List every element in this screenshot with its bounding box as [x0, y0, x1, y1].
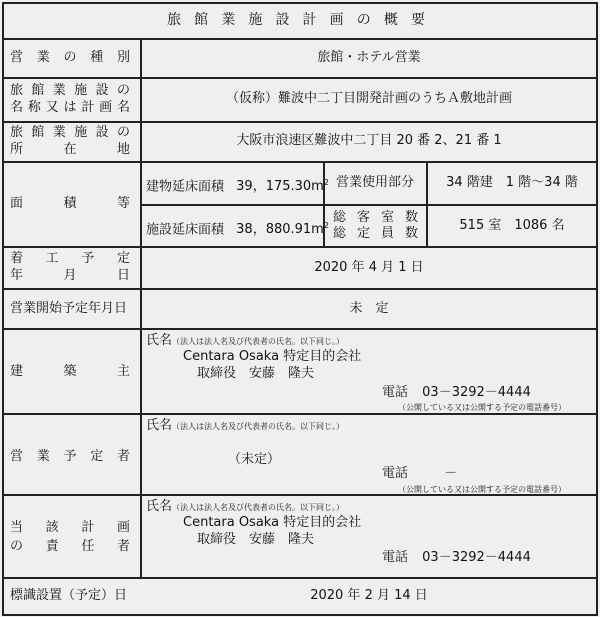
responsible-name-line [146, 499, 344, 515]
operator-name: （未定） [228, 452, 281, 467]
area-label: 面 積 等 [10, 196, 130, 211]
facility-name-label-line1: 旅 館 業 施 設 の [10, 83, 130, 98]
rooms-value: 515 室 1086 名 [459, 218, 565, 233]
border-line [2, 2, 598, 4]
building-floor-value: 39，175.30m [236, 179, 324, 195]
border-line [596, 2, 598, 616]
business-start-label: 営業開始予定年月日 [10, 301, 128, 316]
builder-phone [382, 385, 531, 401]
responsible-company: Centara Osaka 特定目的会社 [183, 515, 362, 530]
facility-floor-area [146, 218, 329, 238]
builder-phone-note: （公開している又は公開する予定の電話番号） [398, 403, 566, 412]
name-label: 氏名 [146, 333, 173, 348]
rooms-label-line1: 総 客 室 数 [333, 210, 418, 225]
sign-date-label: 標識設置（予定）日 [10, 588, 128, 603]
facility-name-value: （仮称）難波中二丁目開発計画のうちＡ敷地計画 [225, 91, 512, 106]
responsible-label-line1: 当 該 計 画 [10, 520, 130, 535]
phone-label: 電話 [382, 385, 409, 400]
location-label-line1: 旅 館 業 施 設 の [10, 125, 130, 140]
builder-representative: 取締役 安藤 隆夫 [197, 366, 315, 381]
building-floor-label: 建物延床面積 [146, 179, 225, 195]
phone-number: 03－3292－4444 [422, 550, 531, 565]
responsible-representative: 取締役 安藤 隆夫 [197, 532, 315, 547]
operator-phone-note: （公開している又は公開する予定の電話番号） [398, 485, 566, 494]
phone-label: 電話 [382, 466, 409, 481]
operator-label: 営 業 予 定 者 [10, 449, 130, 464]
page-title: 旅 館 業 施 設 計 画 の 概 要 [167, 12, 425, 28]
construction-start-value: 2020 年 4 月 1 日 [314, 260, 424, 275]
construction-start-label-line2: 年 月 日 [10, 268, 130, 283]
building-floor-area [146, 175, 329, 195]
name-label: 氏名 [146, 418, 173, 433]
border-line [2, 577, 598, 579]
business-type-label: 営 業 の 種 別 [10, 50, 130, 65]
border-line [2, 246, 598, 248]
usage-label: 営業使用部分 [335, 175, 414, 190]
border-line [2, 614, 598, 616]
border-line [2, 161, 598, 163]
name-note: （法人は法人名及び代表者の氏名。以下同じ。） [172, 503, 345, 512]
builder-company: Centara Osaka 特定目的会社 [183, 349, 362, 364]
name-note: （法人は法人名及び代表者の氏名。以下同じ。） [172, 422, 345, 431]
business-type-value: 旅館・ホテル営業 [317, 50, 421, 65]
name-label: 氏名 [146, 499, 173, 514]
construction-start-label-line1: 着 工 予 定 [10, 251, 130, 266]
responsible-phone [382, 550, 531, 566]
sign-date-value: 2020 年 2 月 14 日 [310, 588, 428, 603]
business-start-value: 未 定 [349, 301, 389, 316]
border-line [2, 38, 598, 40]
border-line [2, 288, 598, 290]
operator-phone [382, 466, 457, 482]
operator-name-line [146, 418, 344, 434]
phone-number: 03－3292－4444 [422, 385, 531, 400]
phone-label: 電話 [382, 550, 409, 565]
builder-label: 建 築 主 [10, 364, 130, 379]
facility-floor-label: 施設延床面積 [146, 222, 225, 238]
responsible-label-line2: の 責 任 者 [10, 539, 130, 554]
border-line [2, 77, 598, 79]
border-line [2, 328, 598, 330]
builder-name-line [146, 333, 344, 349]
location-value: 大阪市浪速区難波中二丁目 20 番 2、21 番 1 [236, 133, 502, 148]
unit-superscript: 2 [323, 221, 329, 230]
border-line [140, 204, 598, 206]
name-note: （法人は法人名及び代表者の氏名。以下同じ。） [172, 337, 345, 346]
border-line [2, 2, 4, 616]
rooms-label-line2: 総 定 員 数 [333, 226, 418, 241]
usage-value: 34 階建 1 階～34 階 [446, 175, 578, 190]
border-line [2, 413, 598, 415]
facility-floor-value: 38，880.91m [236, 222, 324, 238]
phone-number: － [444, 466, 458, 481]
facility-name-label-line2: 名 称 又 は 計 画 名 [10, 100, 130, 115]
location-label-line2: 所 在 地 [10, 142, 130, 157]
unit-superscript: 2 [323, 178, 329, 187]
border-line [2, 121, 598, 123]
